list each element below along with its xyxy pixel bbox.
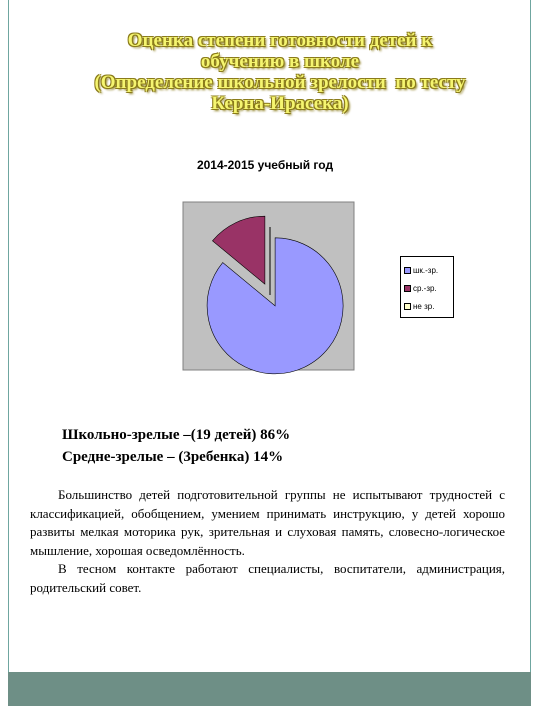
legend-item-school-ready (404, 261, 450, 279)
legend-label-mid-ready: ср.-зр. (413, 283, 437, 293)
legend-item-mid-ready (404, 279, 450, 297)
title-line-4: Керна-Ирасека) (211, 93, 349, 114)
title-line-2: обучению в школе (200, 51, 360, 72)
conclusion-text (30, 486, 505, 598)
legend-swatch-school-ready (404, 267, 411, 274)
title-line-3: (Определение школьной зрелости по тесту (94, 72, 466, 93)
result-school-ready: Школьно-зрелые –(19 детей) 86% (62, 427, 291, 443)
chart-legend (400, 256, 454, 318)
legend-label-not-ready: не зр. (413, 301, 435, 311)
legend-item-not-ready (404, 297, 450, 315)
result-mid-ready: Средне-зрелые – (3ребенка) 14% (62, 449, 284, 465)
chart-title: 2014-2015 учебный год (196, 158, 334, 172)
legend-swatch-not-ready (404, 303, 411, 310)
results-summary (62, 424, 290, 468)
paragraph-1: Большинство детей подготовительной группы не испытывают трудностей с классификацией, обобщением, умением принимать инструкцию, у детей хорошо развиты мелкая моторика рук, зрительная и слуховая память, словесно-логическое мышление, хорошая осведомлённость. (30, 487, 505, 558)
paragraph-2: В тесном контакте работают специалисты, воспитатели, администрация, родительский совет. (30, 561, 505, 595)
legend-swatch-mid-ready (404, 285, 411, 292)
title-line-1: Оценка степени готовности детей к (127, 30, 433, 51)
legend-label-school-ready: шк.-зр. (413, 265, 439, 275)
